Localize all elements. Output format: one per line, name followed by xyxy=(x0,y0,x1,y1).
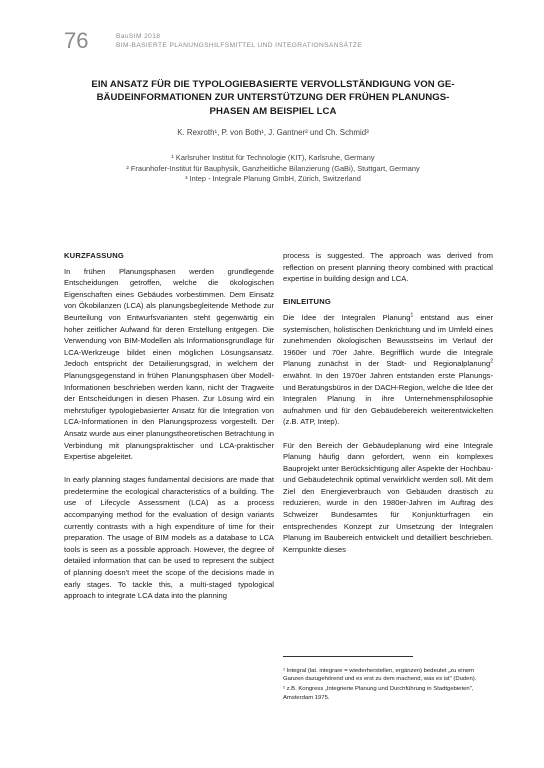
abstract-heading: KURZFASSUNG xyxy=(64,251,124,260)
affiliation-3: ³ Intep - Integrale Planung GmbH, Zürich, Switzerland xyxy=(185,174,361,184)
section-title: BIM-BASIERTE PLANUNGSHILFSMITTEL UND INTEGRATIONSANSÄTZE xyxy=(116,42,363,49)
author-list: K. Rexroth¹, P. von Both¹, J. Gantner² und Ch. Schmid³ xyxy=(177,128,369,137)
intro-p1-part-c: erwähnt. In den 1970er Jahren entstanden erste Planungs- und Beratungsbüros in der DACH-Region, welche die Idee der Integralen Planung in ihre Unternehmensphilosophie aufnahmen und für den Gebäudebereich weiterentwickelten (z.B. ATP, Intep). xyxy=(283,370,493,427)
title-line-3: PHASEN AM BEISPIEL LCA xyxy=(209,105,337,117)
footnote-ref-2: 2 xyxy=(490,358,493,365)
right-column xyxy=(283,250,493,567)
affiliations xyxy=(60,153,486,185)
left-column xyxy=(64,250,274,613)
conference-name: BauSIM 2018 xyxy=(116,33,161,40)
footnote-2: ² z.B. Kongress „Integrierte Planung und Durchführung in Stadtgebieten", Amsterdam 1975. xyxy=(283,686,474,701)
footnote-1: ¹ Integral (lat. integrare = wiederherstellen, ergänzen) bedeutet „zu einem Ganzen dazugehörend und es erst zu dem machend, was es ist" (Duden). xyxy=(283,668,477,683)
intro-p1-part-a: Die Idee der Integralen Planung xyxy=(283,312,411,322)
title-line-2: BÄUDEINFORMATIONEN ZUR UNTERSTÜTZUNG DER FRÜHEN PLANUNGS- xyxy=(96,92,450,104)
affiliation-1: ¹ Karlsruher Institut für Technologie (KIT), Karlsruhe, Germany xyxy=(171,153,375,162)
intro-paragraph-1 xyxy=(283,312,493,428)
intro-paragraph-2: Für den Bereich der Gebäudeplanung wird eine Integrale Planung häufig dann gefordert, wenn ein komplexes Bauprojekt unter Berücksichtigung aller Aspekte der Hochbau- und Gebäudetechnik optimal verwirklicht werden soll. Mit dem Ziel den Energieverbrauch von Gebäuden drastisch zu reduzieren, wurde in den 1980er-Jahren im Auftrag des Schweizer Bundesamtes für Konjunkturfragen ein entsprechendes Konzept zur Umsetzung der Integralen Planung im Baubereich entwickelt und detailliert beschrieben. Kernpunkte dieses xyxy=(283,440,493,554)
abstract-german: In frühen Planungsphasen werden grundlegende Entscheidungen getroffen, welche die ökologischen Eigenschaften eines Gebäudes vorbestimmen. Dem Einsatz von Ökobilanzen (LCA) als planungsbegleitende Methode zur Beurteilung von Entwurfsvarianten steht gegenwärtig ein hoher zeitlicher Aufwand für deren Erstellung entgegen. Die Verwendung von BIM-Modellen als Informationsgrundlage für LCA-Werkzeuge bildet einen möglichen Lösungsansatz. Jedoch entspricht der Detailierungsgrad, in welchem der Planungsgegenstand in frühen Planungsphasen über Modell-Informationen beschrieben werden kann, nicht der Tragweite der Entscheidungen in diesen Phasen. Zur Lösung wird ein mehrstufiger typologiebasierter Ansatz für die Integration von LCA-Informationen in den Planungsprozess vorgestellt. Der Ansatz wurde aus einer planungstheoretischen Betrachtung in Verbindung mit planungspraktischer und LCA-praktischer Expertise abgeleitet. xyxy=(64,266,274,462)
footnote-divider xyxy=(283,656,413,657)
abstract-english-continued: process is suggested. The approach was derived from reflection on present planning theory combined with practical expertise in building design and LCA. xyxy=(283,251,493,284)
intro-heading: EINLEITUNG xyxy=(283,297,331,307)
abstract-english: In early planning stages fundamental decisions are made that predetermine the ecological characteristics of a building. The use of Lifecycle Assessment (LCA) as a process accompanying method for the evaluation of design variants currently contrasts with a high expenditure of time for their preparation. The usage of BIM models as a database to LCA tools is seen as a possible approach. However, the degree of detailed information that can be used to represent the subject of planning doesn't meet the scope of the decisions made in early stages. To tackle this, a multi-staged typological approach to integrate LCA data into the planning xyxy=(64,475,274,601)
intro-p1-part-b: entstand aus einer systemischen, holistischen Denkrichtung und im Umfeld eines zunehmenden ökologischen Bewusstseins im Verlauf der 1960er und 70er Jahre. Begrifflich wurde die Integrale Planung zunächst in der Stadt- und Regionalplanung xyxy=(283,312,494,369)
title-line-1: EIN ANSATZ FÜR DIE TYPOLOGIEBASIERTE VERVOLLSTÄNDIGUNG VON GE- xyxy=(91,79,455,90)
page-number: 76 xyxy=(64,28,89,53)
paper-title xyxy=(60,78,486,118)
affiliation-2: ² Fraunhofer-Institut für Bauphysik, Ganzheitliche Bilanzierung (GaBi), Stuttgart, Germany xyxy=(126,163,420,173)
footnote-ref-1: 1 xyxy=(410,312,414,319)
footnotes xyxy=(283,656,493,704)
running-header xyxy=(116,32,362,50)
